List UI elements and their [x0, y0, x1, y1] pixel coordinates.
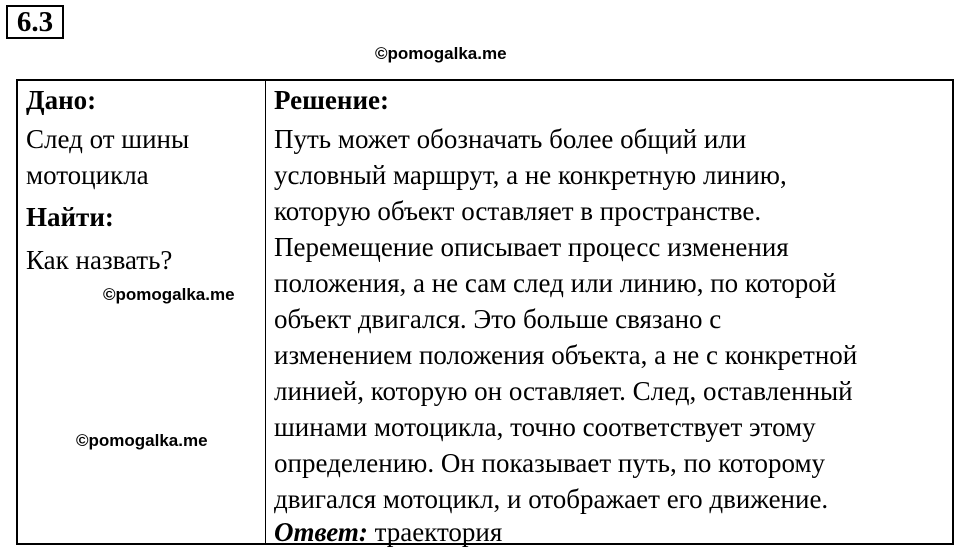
column-divider	[265, 81, 266, 543]
solution-line-2: условный маршрут, а не конкретную линию,	[274, 160, 787, 190]
answer-label: Ответ:	[274, 517, 368, 547]
find-question: Как назвать?	[26, 245, 173, 275]
watermark-top: ©pomogalka.me	[375, 44, 507, 63]
problem-number: 6.3	[6, 5, 64, 39]
answer-value: траектория	[367, 517, 503, 547]
given-line-1: След от шины	[26, 124, 190, 154]
answer-line	[274, 515, 502, 549]
solution-line-8: линией, которую он оставляет. След, оставленный	[274, 376, 853, 406]
solution-line-6: объект двигался. Это больше связано с	[274, 304, 722, 334]
find-heading: Найти:	[26, 202, 114, 232]
solution-heading: Решение:	[274, 85, 389, 115]
solution-line-4: Перемещение описывает процесс изменения	[274, 232, 789, 262]
watermark-left-1: ©pomogalka.me	[103, 285, 235, 304]
watermark-left-2: ©pomogalka.me	[76, 431, 208, 450]
solution-line-1: Путь может обозначать более общий или	[274, 124, 747, 154]
solution-line-11: двигался мотоцикл, и отображает его движение.	[274, 484, 829, 514]
given-heading: Дано:	[26, 85, 97, 115]
solution-line-5: положения, а не сам след или линию, по которой	[274, 268, 837, 298]
solution-table	[16, 79, 954, 545]
solution-line-7: изменением положения объекта, а не с конкретной	[274, 340, 858, 370]
solution-line-9: шинами мотоцикла, точно соответствует этому	[274, 412, 816, 442]
solution-line-3: которую объект оставляет в пространстве.	[274, 196, 762, 226]
given-line-2: мотоцикла	[26, 160, 149, 190]
solution-line-10: определению. Он показывает путь, по которому	[274, 448, 826, 478]
